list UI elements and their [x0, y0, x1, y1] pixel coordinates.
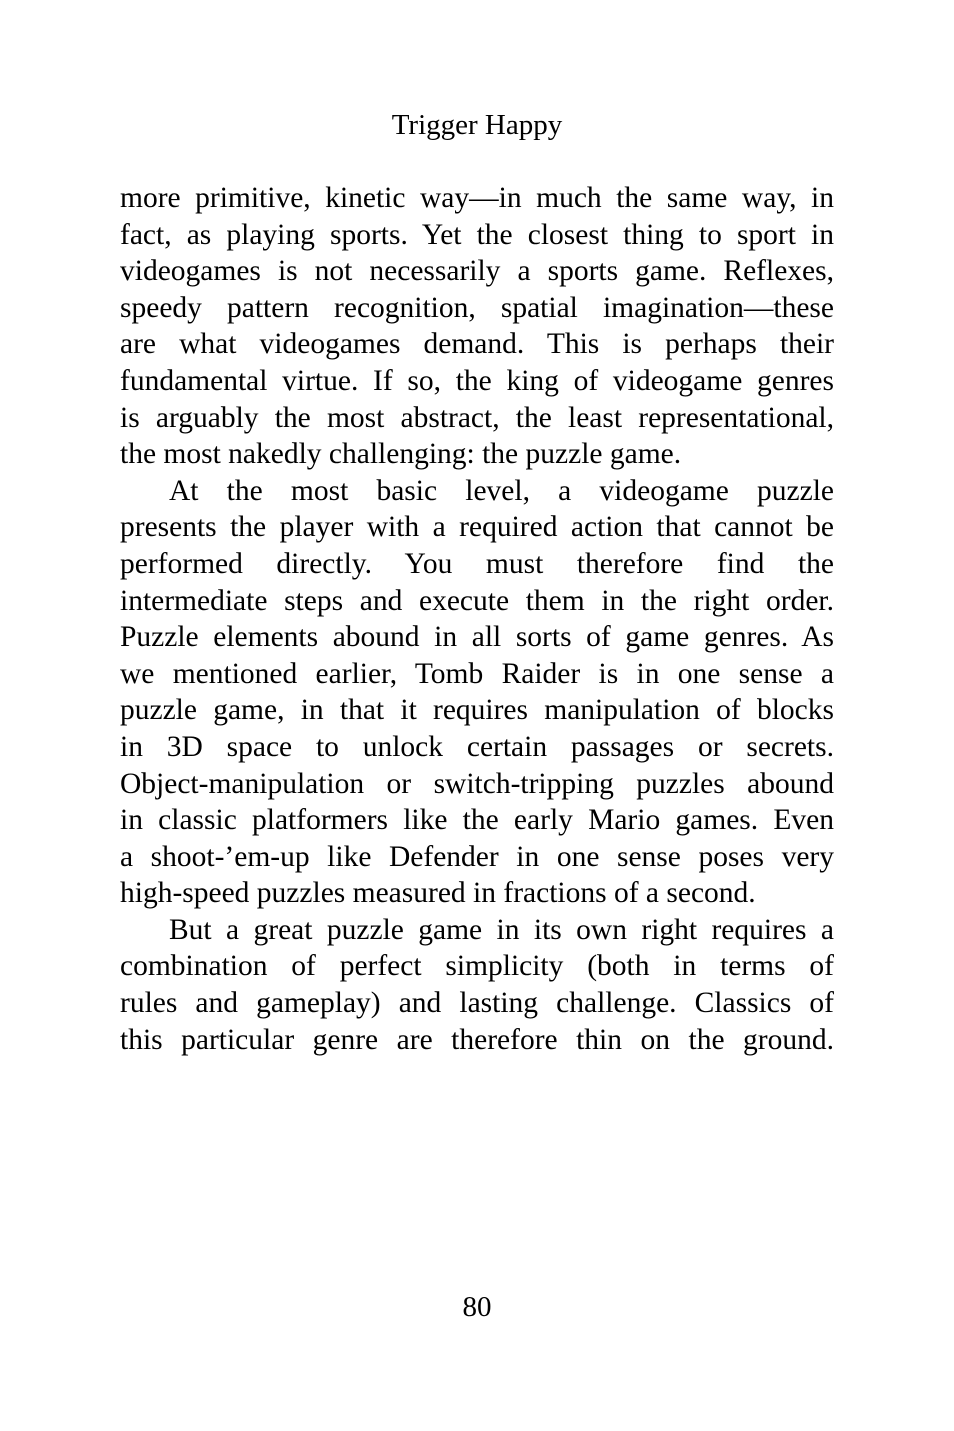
page-number: 80	[462, 1291, 492, 1323]
text-line: Puzzle elements abound in all sorts of game genres. As	[120, 621, 834, 654]
running-head: Trigger Happy	[391, 109, 563, 141]
text-line: high-speed puzzles measured in fractions of a second.	[120, 877, 756, 910]
text-line: we mentioned earlier, Tomb Raider is in one sense a	[120, 657, 834, 690]
paragraph-1	[120, 180, 834, 473]
text-line: presents the player with a required action that cannot be	[120, 511, 834, 544]
paragraph-2	[120, 473, 834, 912]
text-line: in classic platformers like the early Mario games. Even	[120, 804, 834, 837]
text-line: videogames is not necessarily a sports game. Reflexes,	[120, 255, 834, 288]
text-line: rules and gameplay) and lasting challenge. Classics of	[120, 987, 834, 1020]
text-line: puzzle game, in that it requires manipulation of blocks	[120, 694, 834, 727]
text-line: this particular genre are therefore thin on the ground.	[120, 1023, 834, 1056]
paragraph-3	[120, 912, 834, 1058]
text-line: fundamental virtue. If so, the king of videogame genres	[120, 364, 834, 397]
text-line: intermediate steps and execute them in the right order.	[120, 584, 834, 617]
text-line: fact, as playing sports. Yet the closest thing to sport in	[120, 218, 834, 251]
text-line: the most nakedly challenging: the puzzle game.	[120, 438, 682, 471]
text-line: more primitive, kinetic way—in much the same way, in	[120, 182, 834, 214]
text-line: are what videogames demand. This is perhaps their	[120, 328, 834, 361]
text-line: But a great puzzle game in its own right requires a	[169, 913, 834, 946]
text-line: performed directly. You must therefore find the	[120, 547, 834, 580]
text-line: At the most basic level, a videogame puzzle	[169, 474, 834, 507]
text-line: a shoot-’em-up like Defender in one sense poses very	[120, 840, 834, 873]
text-line: speedy pattern recognition, spatial imagination—these	[120, 291, 834, 324]
text-line: Object-manipulation or switch-tripping puzzles abound	[120, 767, 834, 800]
text-line: combination of perfect simplicity (both in terms of	[120, 950, 834, 983]
body-text	[120, 180, 834, 1058]
text-line: is arguably the most abstract, the least representational,	[120, 401, 834, 434]
text-line: in 3D space to unlock certain passages or secrets.	[120, 730, 834, 763]
